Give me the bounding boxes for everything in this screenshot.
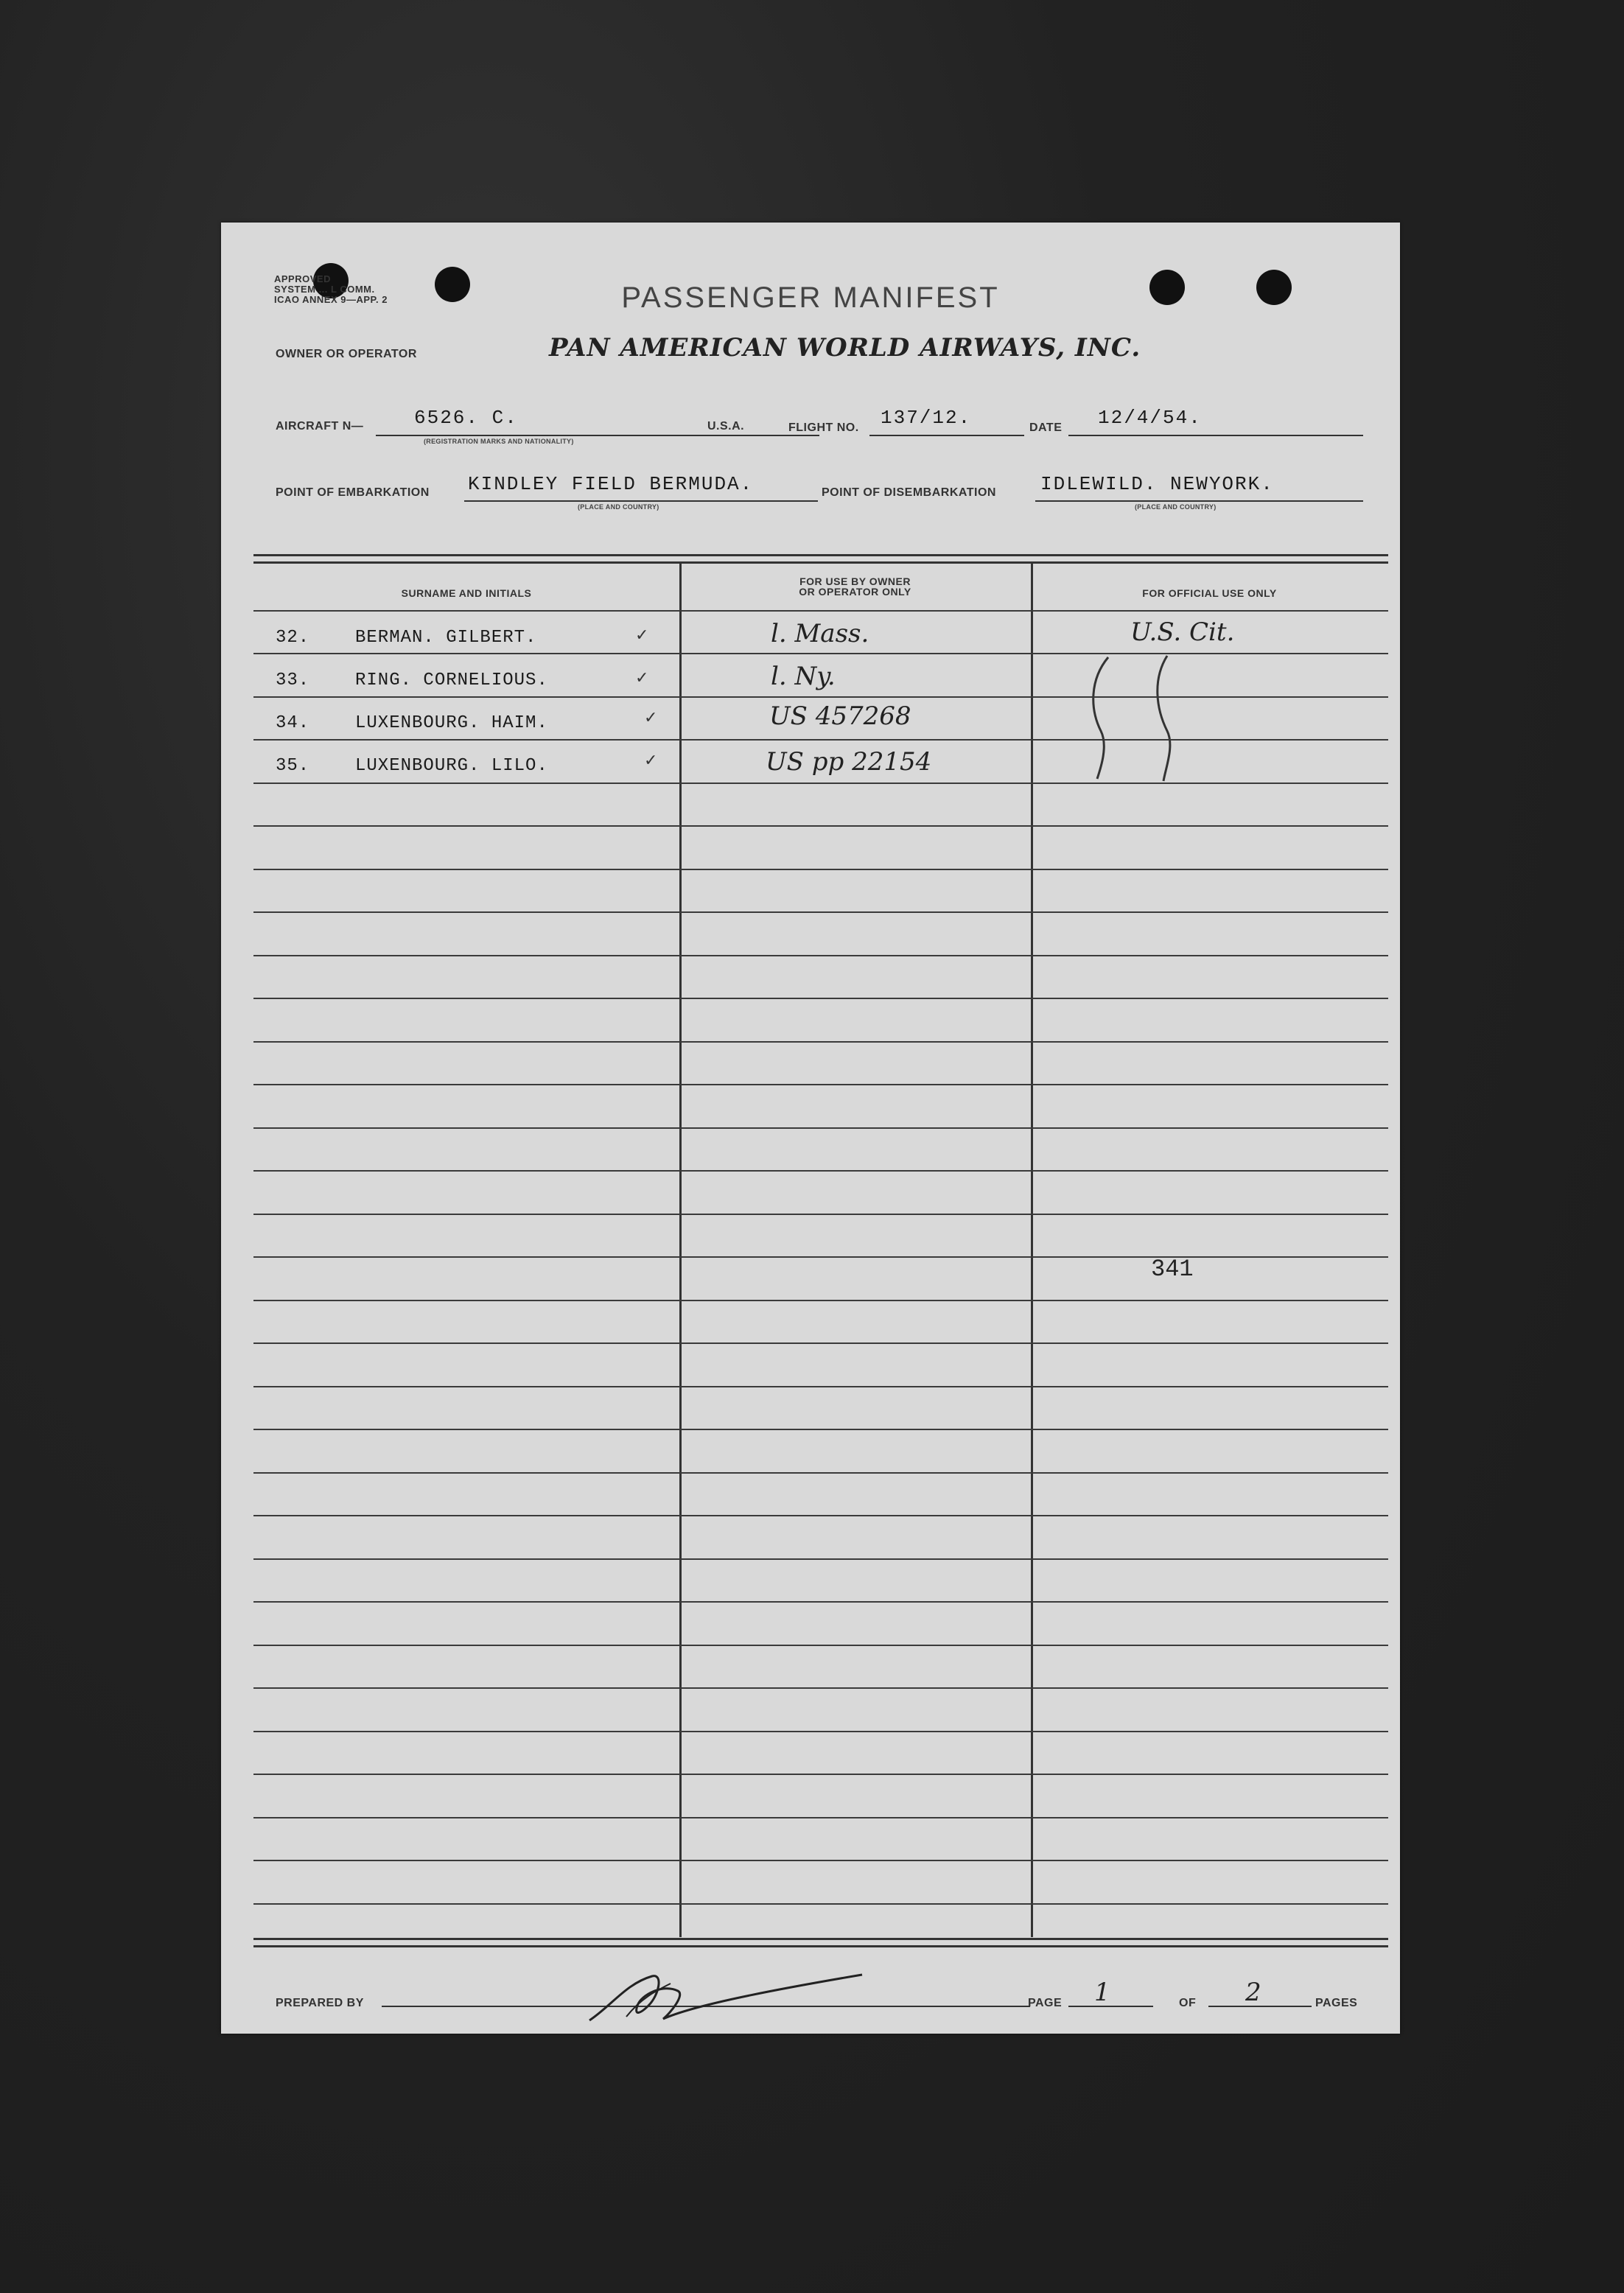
column-header-official: FOR OFFICIAL USE ONLY — [1142, 587, 1277, 599]
row-rule — [253, 1472, 1388, 1474]
row-rule — [253, 825, 1388, 827]
owner-note: l. Ny. — [771, 662, 836, 691]
flight-value: 137/12. — [881, 407, 972, 429]
passenger-name: LUXENBOURG. LILO. — [355, 756, 548, 776]
check-mark: ✓ — [644, 752, 658, 770]
row-number: 33. — [276, 671, 310, 690]
row-rule — [253, 1731, 1388, 1732]
row-rule — [253, 1256, 1388, 1258]
page-label: PAGE — [1028, 1997, 1063, 2009]
row-rule — [253, 1386, 1388, 1387]
owner-label: OWNER OR OPERATOR — [276, 348, 417, 360]
disembarkation-underline — [1035, 500, 1363, 502]
row-rule — [253, 1214, 1388, 1215]
row-number: 35. — [276, 756, 310, 776]
embarkation-sub-label: (PLACE AND COUNTRY) — [578, 503, 659, 511]
embarkation-value: KINDLEY FIELD BERMUDA. — [468, 473, 754, 495]
form-title: PASSENGER MANIFEST — [621, 281, 1000, 314]
prepared-by-label: PREPARED BY — [276, 1997, 364, 2009]
row-rule — [253, 1817, 1388, 1818]
page-number: 1 — [1094, 1978, 1110, 2007]
passenger-table — [253, 554, 1388, 1947]
row-rule — [253, 1127, 1388, 1129]
row-rule — [253, 1300, 1388, 1301]
row-rule — [253, 783, 1388, 784]
row-rule — [253, 1687, 1388, 1689]
row-number: 34. — [276, 713, 310, 733]
row-rule — [253, 1860, 1388, 1861]
aircraft-underline — [376, 435, 819, 436]
table-bottom-rule — [253, 1945, 1388, 1947]
date-underline — [1068, 435, 1363, 436]
table-top-rule — [253, 554, 1388, 556]
aircraft-label: AIRCRAFT N— — [276, 420, 364, 433]
row-rule — [253, 1558, 1388, 1560]
usa-label: U.S.A. — [707, 420, 745, 433]
owner-note: US pp 22154 — [766, 747, 932, 777]
flight-label: FLIGHT NO. — [788, 421, 859, 434]
row-rule — [253, 1429, 1388, 1430]
row-rule — [253, 1041, 1388, 1043]
disembarkation-label: POINT OF DISEMBARKATION — [822, 486, 996, 499]
approval-line: APPROVED — [274, 273, 331, 284]
aircraft-value: 6526. C. — [414, 407, 518, 429]
table-bottom-rule — [253, 1938, 1388, 1940]
approval-line: SYSTEM ... L COMM. — [274, 284, 375, 295]
check-mark: ✓ — [644, 709, 658, 727]
operator-name: PAN AMERICAN WORLD AIRWAYS, INC. — [549, 333, 1141, 363]
row-rule — [253, 696, 1388, 698]
check-mark: ✓ — [635, 626, 649, 645]
row-rule — [253, 869, 1388, 870]
check-mark: ✓ — [635, 669, 649, 687]
date-label: DATE — [1029, 421, 1063, 434]
row-rule — [253, 1342, 1388, 1344]
row-rule — [253, 998, 1388, 999]
row-rule — [253, 739, 1388, 741]
disembarkation-value: IDLEWILD. NEWYORK. — [1040, 473, 1274, 495]
passenger-name: BERMAN. GILBERT. — [355, 628, 537, 648]
date-value: 12/4/54. — [1098, 407, 1202, 429]
stamp-number: 341 — [1151, 1256, 1194, 1283]
owner-note: US 457268 — [769, 701, 911, 731]
row-rule — [253, 1903, 1388, 1905]
row-number: 32. — [276, 628, 310, 648]
table-top-rule — [253, 561, 1388, 564]
header-rule — [253, 610, 1388, 612]
of-label: OF — [1179, 1997, 1197, 2009]
page-underline — [1068, 2006, 1153, 2007]
embarkation-label: POINT OF EMBARKATION — [276, 486, 430, 499]
disembarkation-sub-label: (PLACE AND COUNTRY) — [1135, 503, 1217, 511]
row-rule — [253, 1774, 1388, 1775]
flight-underline — [869, 435, 1024, 436]
embarkation-underline — [464, 500, 818, 502]
column-header-surname: SURNAME AND INITIALS — [401, 587, 532, 599]
row-rule — [253, 653, 1388, 654]
row-rule — [253, 1170, 1388, 1172]
preparer-signature — [582, 1961, 869, 2028]
column-header-line: FOR USE BY OWNER — [799, 575, 911, 587]
column-header-line: OR OPERATOR ONLY — [799, 586, 911, 598]
row-rule — [253, 1601, 1388, 1603]
approval-line: ICAO ANNEX 9—APP. 2 — [274, 294, 388, 305]
pages-label: PAGES — [1315, 1997, 1358, 2009]
official-note: U.S. Cit. — [1130, 617, 1235, 647]
manifest-sheet — [221, 223, 1400, 2034]
owner-note: l. Mass. — [771, 619, 869, 648]
passenger-name: RING. CORNELIOUS. — [355, 671, 548, 690]
row-rule — [253, 911, 1388, 913]
aircraft-sub-label: (REGISTRATION MARKS AND NATIONALITY) — [424, 438, 574, 445]
row-rule — [253, 1084, 1388, 1085]
passenger-name: LUXENBOURG. HAIM. — [355, 713, 548, 733]
row-rule — [253, 1515, 1388, 1516]
column-header-owner-use — [679, 576, 1031, 597]
total-pages-underline — [1208, 2006, 1312, 2007]
official-ditto-marks — [1086, 650, 1204, 790]
row-rule — [253, 955, 1388, 956]
total-pages: 2 — [1245, 1978, 1261, 2007]
row-rule — [253, 1645, 1388, 1646]
